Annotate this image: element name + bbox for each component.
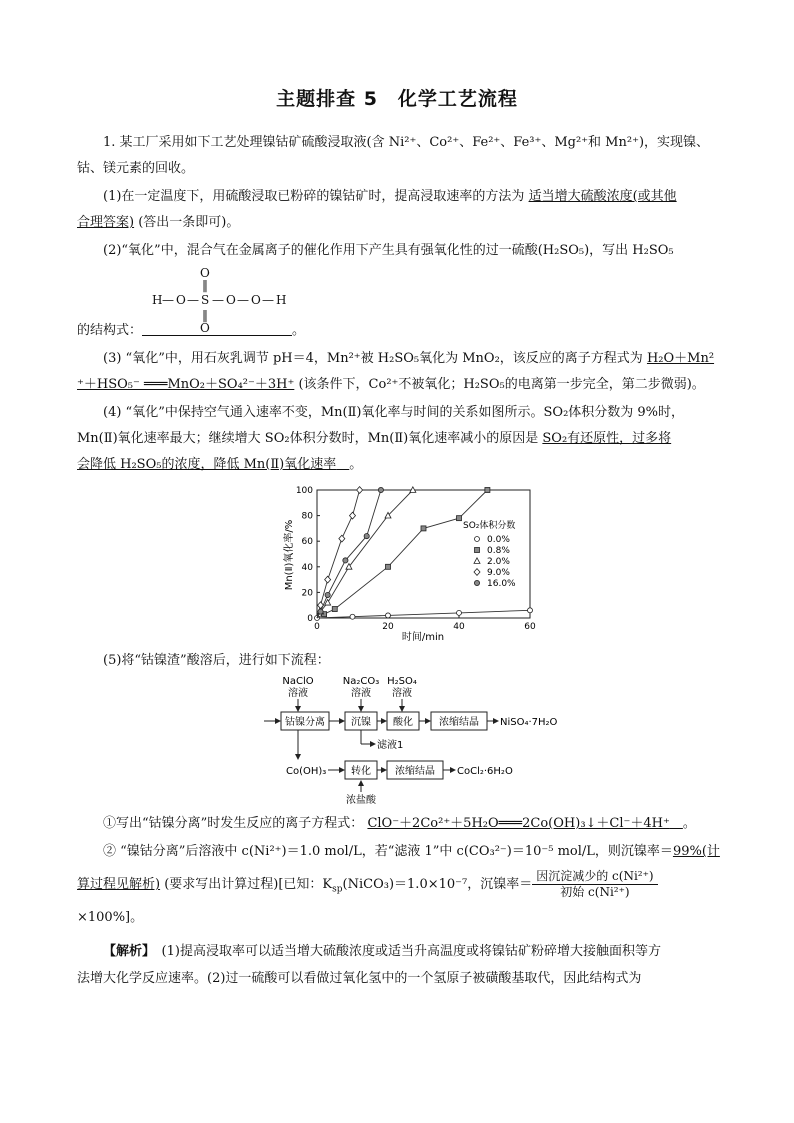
y-tick-label: 80 [301,511,313,522]
sub2-answer-b: 算过程见解析) [77,877,161,892]
fraction-numerator: 因沉淀减少的 c(Ni²⁺) [532,869,657,885]
sub2-text: ② “镍钴分离”后溶液中 c(Ni²⁺)＝1.0 mol/L，若“滤液 1”中 c(CO₃²⁻)＝10⁻⁵ mol/L，则沉镍率＝ [103,844,673,859]
legend-title: SO₂体积分数 [463,521,516,531]
legend-label: 2.0% [487,557,510,567]
data-point [343,558,348,563]
part1-tail: (答出一条即可)。 [138,215,240,230]
sub2-line1 [103,843,720,861]
data-point [332,607,337,612]
data-point [457,516,462,521]
chart-y-label: Mn(Ⅱ)氧化率/% [284,519,295,591]
struct-o-bottom: O [200,321,210,335]
sub2-ksp-sub: sp [332,884,343,895]
legend-label: 0.0% [487,535,510,545]
series-line-1 [317,490,487,618]
struct-o3: O [251,293,261,307]
analysis-line1 [103,943,661,961]
data-point [350,614,355,619]
series-line-4 [317,490,381,618]
legend-marker [474,558,480,564]
y-tick-label: 40 [301,562,313,573]
q1-part4-line1: (4) “氧化”中保持空气通入速率不变，Mn(Ⅱ)氧化率与时间的关系如图所示。SO₂体积分数为 9%时， [103,405,685,420]
q1-part1-line1 [103,188,677,206]
legend-label: 16.0% [487,579,516,589]
reagent-h2so4-sol: 溶液 [392,688,412,699]
reagent-na2co3-sol: 溶液 [351,688,371,699]
struct-bond3: — [212,293,224,307]
data-point [325,592,330,597]
q1-part2-line1: (2)“氧化”中，混合气在金属离子的催化作用下产生具有强氧化性的过一硫酸(H₂SO₅)，写出 H₂SO₅ [103,243,674,258]
sub2-text-c: (NiCO₃)＝1.0×10⁻⁷，沉镍率＝ [342,877,533,892]
data-point [339,535,345,542]
y-tick-label: 0 [307,614,313,624]
data-point [364,533,369,538]
q1-part3-line2 [77,376,705,394]
x-tick-label: 60 [524,622,536,632]
product-cocl2: CoCl₂·6H₂O [457,766,513,777]
box-precipitate-ni-label: 沉镍 [351,717,371,728]
box-convert-label: 转化 [351,766,371,777]
legend-marker [474,569,480,576]
sub2-answer-a: 99%(计 [672,844,720,859]
q1-part1-line2 [77,214,239,232]
analysis-text-a: (1)提高浸取率可以适当增大硫酸浓度或适当升高温度或将镍钴矿粉碎增大接触面积等方 [161,944,661,959]
part1-answer-a: 适当增大硫酸浓度(或其他 [528,189,677,204]
sub2-line3: ×100%]。 [77,910,144,925]
part2-text: 的结构式： [77,323,143,338]
answer-blank [142,323,292,336]
legend-marker [475,548,480,553]
legend-marker [474,580,479,585]
box-crystallize-2-label: 浓缩结晶 [395,766,435,777]
sub2-line2 [77,869,658,900]
reagent-h2so4: H₂SO₄ [387,676,417,687]
part3-tail: (该条件下，Co²⁺不被氧化；H₂SO₅的电离第一步完全，第二步微弱)。 [298,377,705,392]
part4-text: Mn(Ⅱ)氧化速率最大；继续增大 SO₂体积分数时，Mn(Ⅱ)氧化速率减小的原因是 [77,431,539,446]
data-point [325,576,331,583]
sub1-answer: ClO⁻＋2Co²⁺＋5H₂O═══2Co(OH)₃↓＋Cl⁻＋4H⁺ [367,816,670,831]
struct-bond1: — [162,293,174,307]
struct-bond5: — [262,293,274,307]
legend-label: 0.8% [487,546,510,556]
y-tick-label: 20 [301,588,313,599]
q1-part4-line3 [77,456,362,474]
product-niso4: NiSO₄·7H₂O [500,717,558,728]
fraction [532,869,657,900]
part2-tail: 。 [292,323,306,338]
struct-bond4: — [237,293,249,307]
reagent-naclo-sol: 溶液 [288,688,308,699]
part4-answer-b: 会降低 H₂SO₅的浓度，降低 Mn(Ⅱ)氧化速率 [77,457,337,472]
reagent-na2co3: Na₂CO₃ [342,676,380,687]
process-flowchart [262,674,572,806]
struct-h2: H [276,293,287,307]
y-tick-label: 60 [301,537,313,548]
q1-part4-line2 [77,430,671,448]
data-point [457,610,462,615]
struct-bond2: — [187,293,199,307]
data-point [350,512,356,519]
q1-intro-line1: 1. 某工厂采用如下工艺处理镍钴矿硫酸浸取液(含 Ni²⁺、Co²⁺、Fe²⁺、Fe³⁺、Mg²⁺和 Mn²⁺)，实现镍、 [103,135,710,150]
legend-marker [475,537,480,542]
struct-double-bond-top: ‖ [202,278,208,292]
series-line-3 [317,490,360,618]
box-acidify-label: 酸化 [393,717,413,728]
reagent-hcl: 浓盐酸 [346,795,376,806]
sub1-text: ①写出“钴镍分离”时发生反应的离子方程式： [103,816,364,831]
analysis-line2: 法增大化学反应速率。(2)过一硫酸可以看做过氧化氢中的一个氢原子被磺酸基取代，因此结构式为 [77,971,642,986]
struct-double-bond-bottom: ‖ [202,308,208,322]
part1-text: (1)在一定温度下，用硫酸浸取已粉碎的镍钴矿时，提高浸取速率的方法为 [103,189,525,204]
part4-tail: 。 [349,457,363,472]
data-point [421,526,426,531]
struct-o1: O [176,293,186,307]
y-tick-label: 100 [295,486,313,496]
part3-answer-a: H₂O＋Mn² [646,351,715,366]
legend-label: 9.0% [487,568,510,578]
struct-s: S [201,293,210,307]
part3-answer-b: ⁺＋HSO₅⁻ ═══MnO₂＋SO₄²⁻＋3H⁺ [77,377,295,392]
page-title: 主题排查 5 化学工艺流程 [276,88,518,110]
q1-part2-line2 [77,322,305,340]
part4-answer-a: SO₂有还原性，过多将 [542,431,672,446]
chart-x-label: 时间/min [401,632,445,643]
q1-part5-line: (5)将“钴镍渣”酸溶后，进行如下流程： [103,653,330,668]
part1-answer-b: 合理答案) [77,215,135,230]
x-tick-label: 0 [314,622,320,632]
data-point [378,487,383,492]
q1-intro-line2: 钴、镁元素的回收。 [77,161,195,176]
sub1-tail: 。 [682,816,696,831]
sub2-text-b: (要求写出计算过程)[已知：K [164,877,333,892]
struct-o-top: O [200,266,210,280]
data-point [528,608,533,613]
box-separation-label: 钴镍分离 [285,717,325,728]
filtrate-1: 滤液1 [377,740,404,751]
q1-part3-line1 [103,350,714,368]
series-line-0 [317,610,530,618]
x-tick-label: 20 [382,622,394,632]
box-crystallize-1-label: 浓缩结晶 [439,717,479,728]
data-point [386,613,391,618]
analysis-tag: 【解析】 [103,944,149,959]
struct-h1: H [152,293,163,307]
sub1-line [103,815,696,833]
co-oh3: Co(OH)₃ [286,766,327,777]
reagent-naclo: NaClO [282,676,314,687]
part3-text: (3) “氧化”中，用石灰乳调节 pH＝4，Mn²⁺被 H₂SO₅氧化为 MnO₂，该反应的离子方程式为 [103,351,643,366]
data-point [318,609,323,614]
x-tick-label: 40 [453,622,465,632]
data-point [357,487,363,494]
struct-o2: O [226,293,236,307]
series-line-2 [317,490,413,618]
data-point [485,488,490,493]
oxidation-rate-chart [255,480,555,645]
fraction-denominator: 初始 c(Ni²⁺) [560,885,630,899]
data-point [386,564,391,569]
